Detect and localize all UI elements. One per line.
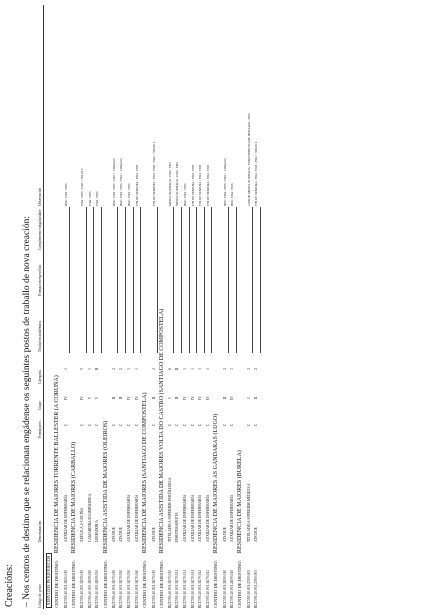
cell-group: IV — [205, 396, 210, 400]
cell-comp — [197, 207, 205, 251]
table-row — [181, 5, 189, 609]
cell-comp — [221, 207, 228, 251]
cell-comp — [246, 207, 253, 251]
cell-form — [189, 251, 197, 297]
cell-form — [174, 251, 182, 297]
cell-prov: C — [87, 423, 92, 427]
cell-group: I — [168, 397, 173, 399]
cell-cat: 2 — [151, 368, 156, 370]
cell-prov: C — [230, 423, 234, 427]
cell-prov: C — [246, 423, 251, 427]
cell-comp — [181, 207, 189, 251]
cell-obs: MEDIA XORNADA / FI04 / FI05 — [168, 162, 173, 206]
cell-name: ATS/DUE — [119, 527, 124, 542]
cell-obs: FIN DE SEMANA / FI04 / FI05 — [198, 164, 203, 206]
cell-comp — [253, 207, 261, 251]
cell-obs: 2.000,00 MEDIA XORNADA / DISPONIBILIDADE HORARIA / FI05 — [246, 113, 251, 206]
cell-code: BLT.550.40.003.1E09.030 — [95, 569, 100, 608]
cell-code: BLT.550.40.001.2T00.002 — [246, 569, 251, 608]
cell-comp — [86, 207, 94, 251]
cell-cat: 2 — [246, 368, 251, 370]
cell-group: II — [112, 396, 117, 400]
cell-group: V — [87, 396, 92, 400]
cell-obs: FIN DE SEMANA / FI04 / FI05 — [134, 164, 139, 206]
center-row — [70, 5, 80, 609]
cell-group: IV — [80, 396, 85, 400]
cell-obs: H00 / FI04 / FI05 — [230, 183, 234, 206]
cell-cat: 3 — [230, 368, 234, 370]
cell-tit — [246, 297, 253, 353]
center-row — [141, 5, 151, 609]
table-row — [246, 5, 253, 609]
cell-cat: 3 — [205, 368, 210, 370]
cell-name: TITULADO/A SUPERIOR PSICÓLOGO/A — [168, 477, 173, 542]
cell-obs: FIN DE SEMANA / FI04 / FI05 — [190, 164, 195, 206]
cell-name: AUXILIAR DE ENFERMARÍA — [230, 494, 234, 542]
cell-name: AUXILIAR DE ENFERMARÍA — [63, 494, 68, 542]
cell-code: BLT.550.40.001.1E70.010 — [112, 569, 117, 608]
table-row — [133, 5, 141, 609]
table-row — [174, 5, 182, 609]
cell-cat: 2 — [222, 368, 227, 370]
cell-code: BLT.550.40.001.1E70.040 — [134, 569, 139, 608]
cell-group: IV — [63, 396, 68, 400]
cell-cat: 3 — [127, 368, 132, 370]
cell-name: AUXILIAR DE ENFERMARÍA — [190, 494, 195, 542]
cell-tit — [150, 297, 157, 353]
cell-form — [111, 251, 118, 297]
cell-comp — [167, 207, 174, 251]
column-header: Denominación — [38, 439, 44, 543]
cell-tit — [94, 297, 102, 353]
cell-group: V — [95, 396, 100, 400]
cell-form — [94, 251, 102, 297]
cell-obs: H00 / FI04 / FI05 / FI02 = 1.098,44 € — [112, 158, 117, 206]
cell-prov: C — [151, 423, 156, 427]
cell-comp — [111, 207, 118, 251]
cell-obs: FI04 / FI05 / FI02 = 792,54 € — [80, 168, 85, 206]
positions-table — [38, 5, 261, 609]
cell-prov: C — [190, 423, 195, 427]
center-row — [157, 5, 167, 609]
cell-cat: 6 — [168, 368, 173, 370]
cell-tit — [62, 297, 69, 353]
cell-comp — [79, 207, 86, 251]
cell-name: XEFA/E/A 2ª COCIÑA — [80, 507, 85, 542]
cell-form — [118, 251, 126, 297]
cell-prov: C — [222, 423, 227, 427]
table-row — [79, 5, 86, 609]
cell-group: II — [151, 396, 156, 400]
cell-obs: FIN DE SEMANA / FI04 / FI05 / FI02 = 696,05 € — [151, 141, 156, 206]
services-label: SERVIZOS PERIFÉRICOS — [46, 553, 52, 608]
center-name: RESIDENCIA DE MAIORES (SANTIAGO DE COMPOSTELA) — [141, 392, 148, 554]
cell-comp — [228, 207, 236, 251]
cell-form — [167, 251, 174, 297]
cell-prov: C — [95, 423, 100, 427]
cell-name: LIMPADOR/A — [95, 519, 100, 542]
center-row — [101, 5, 111, 609]
cell-code: BLT.550.40.001.2T00.003 — [254, 569, 259, 608]
table-row — [86, 5, 94, 609]
table-row — [125, 5, 133, 609]
cell-form — [181, 251, 189, 297]
cell-obs: MEDIA XORNADA / FI04 / FI05 — [175, 162, 180, 206]
cell-name: AUXILIAR DE ENFERMARÍA — [134, 494, 139, 542]
center-name: RESIDENCIA DE MAIORES TORRENTE BALLESTER (A CORUÑA) — [54, 375, 61, 554]
cell-tit — [111, 297, 118, 353]
cell-group: II — [254, 396, 259, 400]
section-heading: Creacións: — [4, 564, 15, 607]
cell-code: BLT.550.40.001.1E70.043 — [205, 569, 210, 608]
cell-name: AUXILIAR DE ENFERMARÍA — [127, 494, 132, 542]
cell-tit — [189, 297, 197, 353]
cell-obs: FIN DE SEMANA / FI04 / FI05 / FI02 = 696,05 € — [254, 141, 259, 206]
column-header: Observación — [38, 5, 44, 207]
table-row — [204, 5, 212, 609]
column-header: Titulación académica — [38, 297, 44, 353]
cell-form — [246, 251, 253, 297]
center-label: CENTRO DE DESTINO: — [237, 560, 243, 608]
cell-tit — [253, 297, 261, 353]
cell-obs: FIN DE SEMANA / FI04 / FI05 — [205, 164, 210, 206]
cell-code: BLT.550.40.003.1E09.010 — [80, 569, 85, 608]
cell-comp — [118, 207, 126, 251]
cell-tit — [133, 297, 141, 353]
cell-code: BLT.550.40.001.1E70.031 — [183, 569, 188, 608]
cell-comp — [174, 207, 182, 251]
cell-tit — [221, 297, 228, 353]
cell-form — [86, 251, 94, 297]
cell-cat: 3 — [198, 368, 203, 370]
cell-cat: 3 — [63, 368, 68, 370]
cell-form — [197, 251, 205, 297]
center-name: RESIDENCIA ASISTIDA DE MAIORES (OLEIROS) — [102, 420, 109, 554]
cell-cat: 5 — [80, 368, 85, 370]
cell-group: IV — [190, 396, 195, 400]
cell-obs: H00 / FI04 / FI05 — [127, 183, 132, 206]
cell-form — [79, 251, 86, 297]
cell-group: IV — [183, 396, 188, 400]
center-name: RESIDENCIA DE MAIORES AS GÁNDARAS (LUGO) — [213, 413, 220, 554]
cell-comp — [133, 207, 141, 251]
cell-code: BLT.550.40.001.1E70.011 — [168, 570, 173, 608]
intro-text: – Nos centros de destino que se relacionan engádense os seguintes postos de traballo de nova creación: — [22, 216, 32, 607]
cell-prov: C — [127, 423, 132, 427]
cell-prov: C — [63, 423, 68, 427]
cell-name: CAMAREIRA/O-LIMPADOR/A — [87, 493, 92, 542]
cell-tit — [228, 297, 236, 353]
cell-tit — [79, 297, 86, 353]
center-name: RESIDENCIA ASISTIDA DE MAIORES VOLTA DO CASTRO (SANTIAGO DE COMPOSTELA) — [158, 308, 165, 554]
cell-cat: 2 — [119, 368, 124, 370]
cell-code: BLT.550.40.001.1E70.030 — [127, 569, 132, 608]
cell-form — [204, 251, 212, 297]
cell-group: IV — [198, 396, 203, 400]
cell-tit — [204, 297, 212, 353]
cell-form — [150, 251, 157, 297]
cell-cat: II — [95, 367, 100, 371]
cell-name: ATS/DUE — [112, 527, 117, 542]
cell-name: FISIOTERAPEUTA — [175, 512, 180, 542]
cell-prov: C — [183, 423, 188, 427]
center-label: CENTRO DE DESTINO: — [54, 560, 60, 608]
cell-cat: II — [175, 367, 180, 371]
column-header: Forma prov. — [38, 411, 44, 439]
cell-code: BLT.550.40.001.1E70.010 — [151, 569, 156, 608]
center-label: CENTRO DE DESTINO: — [213, 560, 219, 608]
center-row — [53, 5, 62, 609]
cell-name: ATS/DUE — [151, 527, 156, 542]
table-row — [94, 5, 102, 609]
cell-comp — [125, 207, 133, 251]
column-header: Grupo — [38, 385, 44, 411]
cell-obs: H00 / FI04 / FI05 — [183, 183, 188, 206]
cell-prov: C — [254, 423, 259, 427]
cell-cat: 2 — [254, 368, 259, 370]
cell-prov: C — [205, 423, 210, 427]
column-header: Código do posto — [38, 543, 44, 609]
table-row — [228, 5, 236, 609]
cell-group: IV — [230, 396, 234, 400]
table-row — [197, 5, 205, 609]
cell-code: BLT.550.40.003.1E09.020 — [87, 569, 92, 608]
cell-cat: 3 — [134, 368, 139, 370]
cell-prov: C — [80, 423, 85, 427]
cell-prov: C — [168, 423, 173, 427]
cell-obs: H00 / FI04 / FI05 — [63, 183, 68, 206]
cell-tit — [125, 297, 133, 353]
cell-comp — [204, 207, 212, 251]
cell-name: AUXILIAR DE ENFERMARÍA — [205, 494, 210, 542]
center-label: CENTRO DE DESTINO: — [70, 560, 76, 608]
cell-comp — [94, 207, 102, 251]
table-row — [189, 5, 197, 609]
cell-group: II — [175, 396, 180, 400]
cell-tit — [181, 297, 189, 353]
cell-tit — [118, 297, 126, 353]
cell-cat: 2 — [112, 368, 117, 370]
cell-name: ATS/DUE — [254, 527, 259, 542]
cell-group: IV — [127, 396, 132, 400]
cell-name: AUXILIAR DE ENFERMARÍA — [183, 494, 188, 542]
cell-obs: FI04 / FI05 — [87, 191, 92, 206]
cell-prov: C — [112, 423, 117, 427]
column-header: Complemento singularidade — [38, 207, 44, 251]
cell-tit — [167, 297, 174, 353]
center-name: RESIDENCIA DE MAIORES (CARBALLO) — [70, 441, 77, 554]
cell-comp — [62, 207, 69, 251]
cell-obs: H00 / FI04 / FI05 / FI02 = 1.098,44 € — [222, 158, 227, 206]
table-row — [118, 5, 126, 609]
table-row — [111, 5, 118, 609]
cell-comp — [150, 207, 157, 251]
cell-cat: 3 — [87, 368, 92, 370]
cell-code: BLT.550.40.001.2E00.010 — [222, 569, 227, 608]
cell-form — [221, 251, 228, 297]
cell-group: IV — [134, 396, 139, 400]
cell-code: BLT.550.40.001.1E70.021 — [175, 569, 180, 608]
table-row — [221, 5, 228, 609]
cell-tit — [86, 297, 94, 353]
center-label: CENTRO DE DESTINO: — [141, 560, 147, 608]
cell-name: ATS/DUE — [222, 527, 227, 542]
center-label: CENTRO DE DESTINO: — [102, 560, 108, 608]
cell-code: BLT.550.40.001.1E01.010 — [63, 569, 68, 608]
cell-tit — [174, 297, 182, 353]
column-header: Formación específica — [38, 251, 44, 297]
cell-prov: C — [198, 423, 203, 427]
cell-code: BLT.550.40.001.2E00.020 — [230, 569, 234, 608]
cell-form — [253, 251, 261, 297]
cell-form — [125, 251, 133, 297]
column-header: Categoría — [38, 353, 44, 385]
cell-obs: FI04 / FI05 — [95, 191, 100, 206]
cell-cat: 3 — [183, 368, 188, 370]
cell-prov: C — [119, 423, 124, 427]
center-row — [212, 5, 222, 609]
center-name: RESIDENCIA DE MAIORES (BURELA) — [237, 450, 244, 554]
cell-group: II — [222, 396, 227, 400]
cell-prov: C — [134, 423, 139, 427]
cell-group: I — [246, 397, 251, 399]
table-row — [167, 5, 174, 609]
cell-form — [133, 251, 141, 297]
cell-name: AUXILIAR DE ENFERMARÍA — [198, 494, 203, 542]
table-row — [62, 5, 69, 609]
cell-form — [62, 251, 69, 297]
services-row — [44, 5, 54, 609]
cell-tit — [197, 297, 205, 353]
cell-form — [228, 251, 236, 297]
cell-cat: 3 — [190, 368, 195, 370]
cell-prov: C — [175, 423, 180, 427]
table-row — [150, 5, 157, 609]
table-row — [253, 5, 261, 609]
cell-code: BLT.550.40.001.1E70.041 — [190, 569, 195, 608]
center-label: CENTRO DE DESTINO: — [158, 560, 164, 608]
cell-code: BLT.550.40.001.1E70.020 — [119, 569, 124, 608]
cell-group: II — [119, 396, 124, 400]
cell-comp — [189, 207, 197, 251]
cell-name: TITULADO/A SUPERIOR MÉDICO/A — [246, 483, 251, 542]
cell-code: BLT.550.40.001.1E70.042 — [198, 569, 203, 608]
center-row — [236, 5, 246, 609]
cell-obs: H00 / FI04 / FI05 / FI02 = 1.098,44 € — [119, 158, 124, 206]
